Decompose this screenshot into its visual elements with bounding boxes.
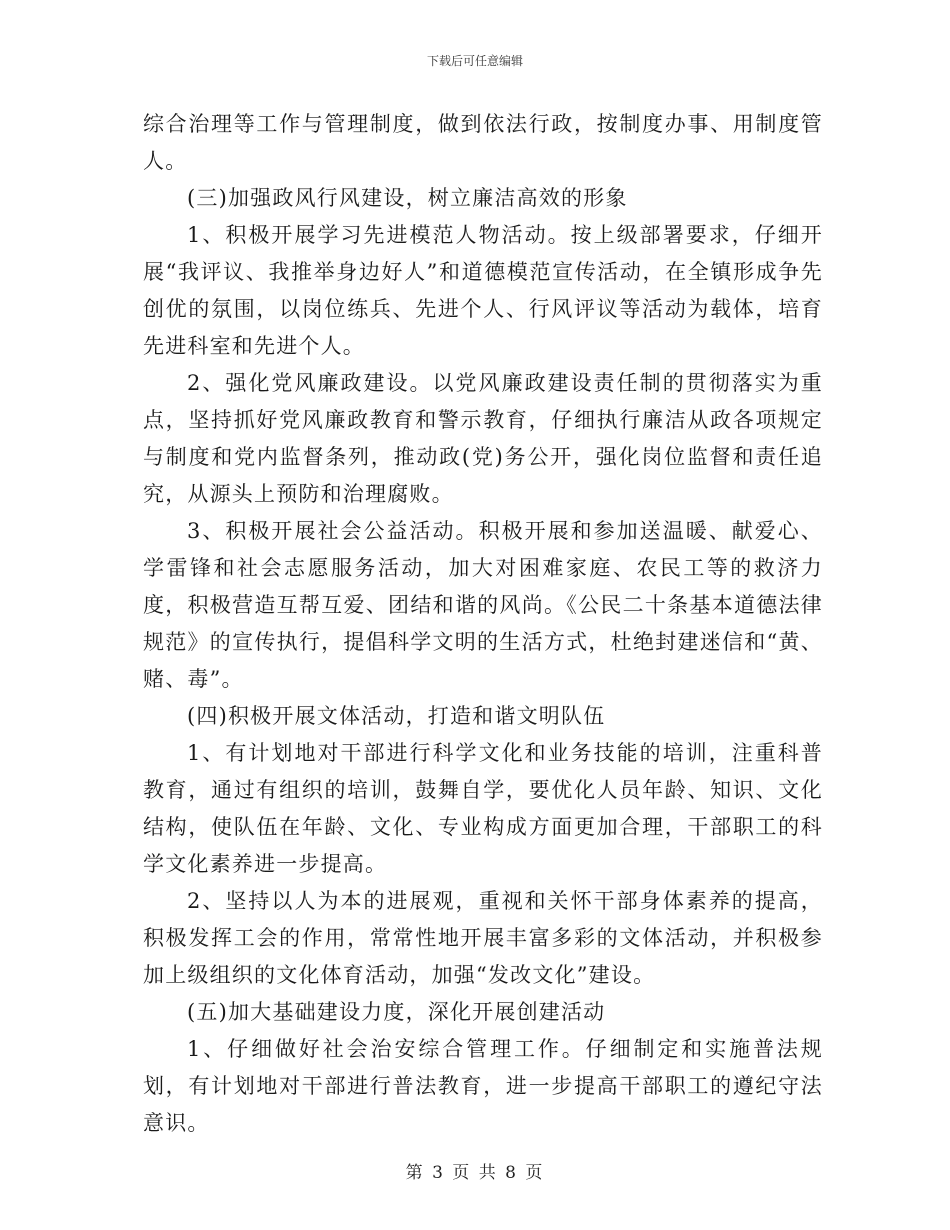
section-heading-5: (五)加大基础建设力度，深化开展创建活动 [187,1000,606,1024]
paragraph-3-3: 3、积极开展社会公益活动。积极开展和参加送温暖、献爱心、学雷锋和社会志愿服务活动，加大对困难家庭、农民工等的救济力度，积极营造互帮互爱、团结和谐的风尚。《公民二十条基本道德法律规范》的宣传执行，提倡科学文明的生活方式，杜绝封建迷信和“黄、赌、毒”。 [143,519,823,691]
page-header-note: 下载后可任意编辑 [426,54,523,68]
section-heading-3: (三)加强政风行风建设，树立廉洁高效的形象 [187,186,628,210]
paragraph-4-1: 1、有计划地对干部进行科学文化和业务技能的培训，注重科普教育，通过有组织的培训，鼓舞自学，要优化人员年龄、知识、文化结构，使队伍在年龄、文化、专业构成方面更加合理，干部职工的科学文化素养进一步提高。 [143,741,823,876]
section-heading-4: (四)积极开展文体活动，打造和谐文明队伍 [187,704,606,728]
document-body [143,106,823,1142]
paragraph-0: 综合治理等工作与管理制度，做到依法行政，按制度办事、用制度管人。 [143,112,823,173]
paragraph-3-2: 2、强化党风廉政建设。以党风廉政建设责任制的贯彻落实为重点，坚持抓好党风廉政教育和警示教育，仔细执行廉洁从政各项规定与制度和党内监督条列，推动政(党)务公开，强化岗位监督和责任追究，从源头上预防和治理腐败。 [143,371,823,506]
paragraph-5-1: 1、仔细做好社会治安综合管理工作。仔细制定和实施普法规划，有计划地对干部进行普法教育，进一步提高干部职工的遵纪守法意识。 [143,1037,823,1135]
page-number-footer: 第 3 页 共 8 页 [405,1163,545,1183]
paragraph-4-2: 2、坚持以人为本的进展观，重视和关怀干部身体素养的提高，积极发挥工会的作用，常常性地开展丰富多彩的文体活动，并积极参加上级组织的文化体育活动，加强“发改文化”建设。 [143,889,823,987]
paragraph-3-1: 1、积极开展学习先进模范人物活动。按上级部署要求，仔细开展“我评议、我推举身边好人”和道德模范宣传活动，在全镇形成争先创优的氛围，以岗位练兵、先进个人、行风评议等活动为载体，培育先进科室和先进个人。 [143,223,823,358]
